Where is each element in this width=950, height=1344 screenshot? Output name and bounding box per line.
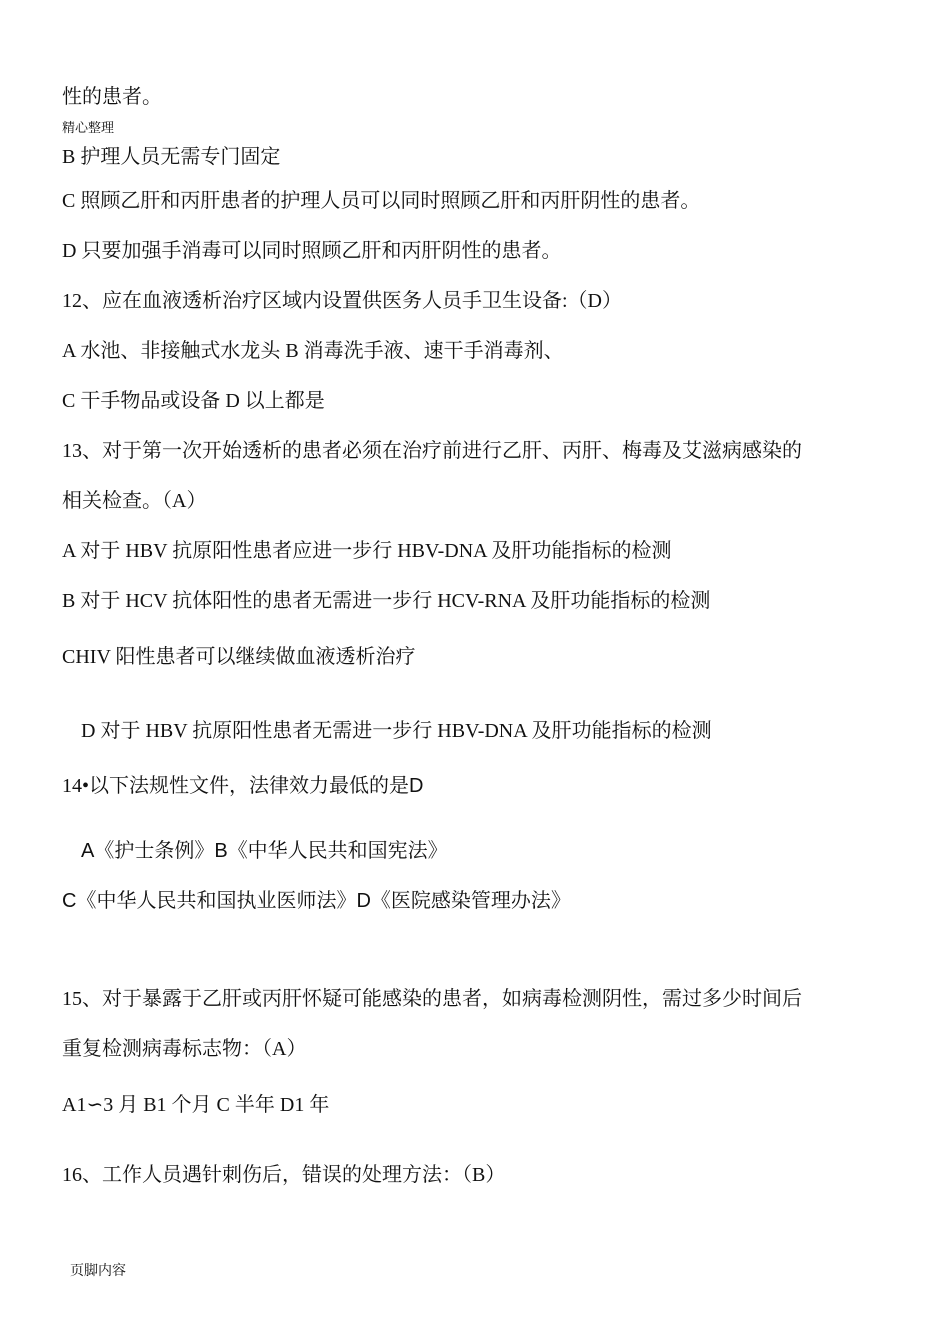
watermark-text: 精心整理: [62, 120, 115, 135]
text-line: D 只要加强手消毒可以同时照顾乙肝和丙肝阴性的患者。: [62, 240, 562, 262]
question-14: [62, 773, 423, 799]
question-15: 15、对于暴露于乙肝或丙肝怀疑可能感染的患者，如病毒检测阴性，需过多少时间后: [62, 988, 802, 1010]
text-line: B 对于 HCV 抗体阳性的患者无需进一步行 HCV-RNA 及肝功能指标的检测: [62, 590, 711, 612]
option-text: 《医院感染管理办法》: [370, 890, 571, 912]
text-line: [62, 888, 571, 914]
text-line: A 对于 HBV 抗原阳性患者应进一步行 HBV-DNA 及肝功能指标的检测: [62, 540, 672, 562]
text-line: D 对于 HBV 抗原阳性患者无需进一步行 HBV-DNA 及肝功能指标的检测: [81, 720, 712, 742]
option-letter: C: [62, 890, 77, 912]
option-text: 《中华人民共和国执业医师法》: [76, 890, 357, 912]
option-text: 《中华人民共和国宪法》: [227, 840, 448, 862]
text-line: CHIV 阳性患者可以继续做血液透析治疗: [62, 646, 416, 668]
text-line: 性的患者。: [62, 86, 162, 108]
page-footer: 页脚内容: [70, 1264, 126, 1279]
answer-letter: D: [409, 775, 424, 797]
question-13: 13、对于第一次开始透析的患者必须在治疗前进行乙肝、丙肝、梅毒及艾滋病感染的: [62, 440, 802, 462]
text-line: B 护理人员无需专门固定: [62, 146, 281, 168]
text-line: C 干手物品或设备 D 以上都是: [62, 390, 325, 412]
text-line: C 照顾乙肝和丙肝患者的护理人员可以同时照顾乙肝和丙肝阴性的患者。: [62, 190, 701, 212]
option-text: 《护士条例》: [94, 840, 215, 862]
option-letter: B: [214, 840, 228, 862]
question-14-text: 14•以下法规性文件，法律效力最低的是: [62, 775, 410, 797]
text-line: 相关检查。（A）: [62, 490, 207, 512]
option-letter: D: [356, 890, 371, 912]
option-letter: A: [81, 840, 95, 862]
question-12: 12、应在血液透析治疗区域内设置供医务人员手卫生设备:（D）: [62, 290, 622, 312]
question-16: 16、工作人员遇针刺伤后，错误的处理方法：（B）: [62, 1164, 506, 1186]
text-line: A1∽3 月 B1 个月 C 半年 D1 年: [62, 1094, 330, 1116]
text-line: A 水池、非接触式水龙头 B 消毒洗手液、速干手消毒剂、: [62, 340, 564, 362]
text-line: 重复检测病毒标志物：（A）: [62, 1038, 307, 1060]
text-line: [81, 838, 448, 864]
